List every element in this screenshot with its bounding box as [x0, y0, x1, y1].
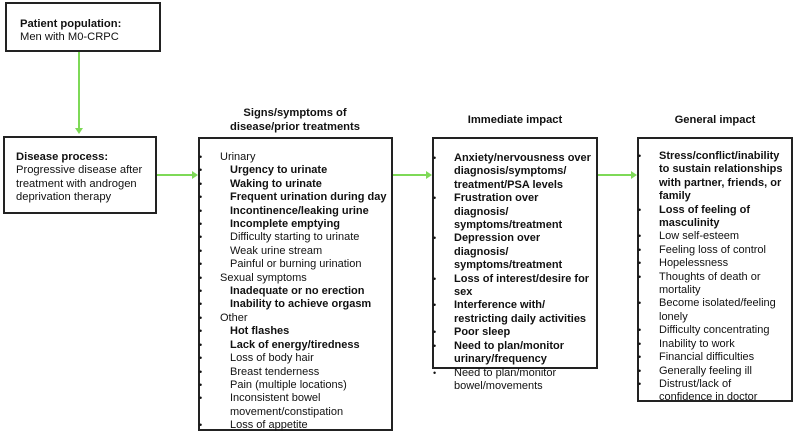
impact-item: • Anxiety/nervousness over diagnosis/symptoms/ treatment/PSA levels: [442, 152, 592, 192]
arrow-down-icon: [78, 52, 80, 132]
general-impact-item: • Low self-esteem: [647, 230, 787, 243]
symptom-item: • Incontinence/leaking urine: [208, 205, 391, 218]
general-impact-item: • Generally feeling ill: [647, 365, 787, 378]
general-impact-item: • Inability to work: [647, 338, 787, 351]
general-impact-item: • Feeling loss of control: [647, 244, 787, 257]
impact-item: • Interference with/ restricting daily activities: [442, 299, 592, 326]
impact-item: • Frustration over diagnosis/ symptoms/treatment: [442, 192, 592, 232]
disease-process-box: [3, 136, 157, 214]
patient-population-title: Patient population:: [20, 18, 122, 30]
immediate-impact-heading: Immediate impact: [467, 114, 563, 126]
impact-item: • Poor sleep: [442, 326, 592, 339]
general-impact-item: • Thoughts of death or mortality: [647, 271, 787, 298]
symptom-item: • Weak urine stream: [208, 245, 391, 258]
general-impact-item: • Become isolated/feeling lonely: [647, 297, 787, 324]
symptom-item: • Frequent urination during day: [208, 191, 391, 204]
signs-symptoms-box: [198, 137, 393, 431]
general-impact-item: • Stress/conflict/inability to sustain relationships with partner, friends, or family: [647, 150, 787, 204]
symptom-group-sexual: • Sexual symptoms: [208, 272, 391, 285]
symptom-item: • Inconsistent bowel movement/constipation: [208, 392, 380, 419]
immediate-impact-box: [432, 137, 598, 392]
general-impact-item: • Loss of feeling of masculinity: [647, 204, 787, 231]
general-impact-item: • Difficulty concentrating: [647, 324, 787, 337]
arrow-right-icon: [157, 174, 196, 176]
impact-item: • Loss of interest/desire for sex: [442, 273, 592, 300]
symptom-group-other: • Other: [208, 312, 391, 325]
disease-process-line: Progressive disease after: [16, 164, 143, 177]
disease-process-line: treatment with androgen: [16, 177, 137, 190]
symptom-item: • Hot flashes: [208, 325, 391, 338]
impact-item: • Need to plan/monitor urinary/frequency: [442, 340, 592, 367]
general-impact-box: [637, 137, 793, 402]
patient-population-text: Men with M0-CRPC: [20, 31, 119, 44]
arrow-right-icon: [598, 174, 635, 176]
patient-population-box: [5, 2, 161, 52]
symptom-item: • Loss of body hair: [208, 352, 391, 365]
arrow-right-icon: [393, 174, 430, 176]
signs-symptoms-heading: Signs/symptoms of disease/prior treatments: [230, 107, 360, 133]
symptom-item: • Incomplete emptying: [208, 218, 391, 231]
symptom-item: • Inability to achieve orgasm: [208, 298, 391, 311]
disease-process-line: deprivation therapy: [16, 191, 112, 204]
general-impact-item: • Distrust/lack of confidence in doctor: [647, 378, 787, 405]
symptom-item: • Breast tenderness: [208, 366, 391, 379]
general-impact-item: • Hopelessness: [647, 257, 787, 270]
symptom-item: • Loss of appetite: [208, 419, 391, 432]
symptom-group-urinary: • Urinary: [208, 151, 391, 164]
symptom-item: • Pain (multiple locations): [208, 379, 391, 392]
symptom-item: • Difficulty starting to urinate: [208, 231, 391, 244]
disease-process-title: Disease process:: [16, 151, 109, 163]
general-impact-item: • Financial difficulties: [647, 351, 787, 364]
impact-item: • Depression over diagnosis/ symptoms/treatment: [442, 232, 592, 272]
impact-item: • Need to plan/monitor bowel/movements: [442, 367, 592, 394]
symptom-item: • Lack of energy/tiredness: [208, 339, 391, 352]
general-impact-heading: General impact: [674, 114, 756, 126]
symptom-item: • Painful or burning urination: [208, 258, 391, 271]
symptom-item: • Waking to urinate: [208, 178, 391, 191]
symptom-item: • Urgency to urinate: [208, 164, 391, 177]
symptom-item: • Inadequate or no erection: [208, 285, 391, 298]
